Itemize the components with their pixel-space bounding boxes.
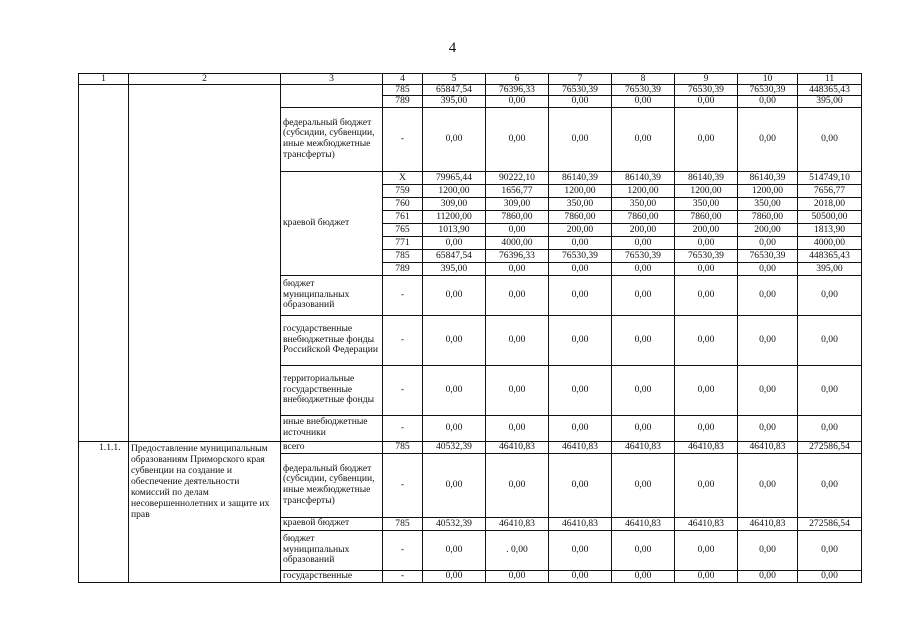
value-cell: 0,00 (798, 415, 862, 441)
source-label: территориальные государственные внебюджетные фонды (281, 365, 383, 415)
value-cell: 0,00 (549, 570, 612, 582)
header-row (79, 74, 862, 85)
value-cell: 395,00 (423, 96, 486, 107)
page-number: 4 (448, 40, 457, 56)
item-number: 1.1.1. (79, 441, 129, 582)
value-cell: 0,00 (549, 530, 612, 570)
value-cell: 785 (383, 85, 423, 96)
value-cell: 0,00 (612, 262, 675, 275)
value-cell: 0,00 (423, 365, 486, 415)
value-cell: 350,00 (738, 197, 798, 210)
source-label: краевой бюджет (281, 171, 383, 275)
value-cell: 0,00 (612, 107, 675, 171)
value-cell: 0,00 (675, 453, 738, 517)
value-cell: 0,00 (675, 236, 738, 249)
column-header: 7 (549, 74, 612, 85)
value-cell: 40532,39 (423, 517, 486, 530)
value-cell: 0,00 (798, 530, 862, 570)
value-cell: 0,00 (738, 107, 798, 171)
value-cell: 76396,33 (486, 249, 549, 262)
code-cell: - (383, 275, 423, 315)
value-cell: 771 (383, 236, 423, 249)
column-header: 4 (383, 74, 423, 85)
value-cell: 0,00 (675, 96, 738, 107)
value-cell: 0,00 (738, 315, 798, 365)
value-cell: 272586,54 (798, 441, 862, 453)
value-cell: 76396,33 (486, 85, 549, 96)
column-header: 1 (79, 74, 129, 85)
value-cell: 309,00 (486, 197, 549, 210)
value-cell: 309,00 (423, 197, 486, 210)
value-cell: 0,00 (549, 107, 612, 171)
source-label: бюджет муниципальных образований (281, 275, 383, 315)
column-header: 8 (612, 74, 675, 85)
value-cell: 0,00 (486, 415, 549, 441)
value-cell: 46410,83 (549, 441, 612, 453)
value-cell: 0,00 (423, 315, 486, 365)
value-cell: 272586,54 (798, 517, 862, 530)
value-cell: 0,00 (798, 570, 862, 582)
code-cell: 785 (383, 517, 423, 530)
value-cell: 46410,83 (612, 517, 675, 530)
value-cell: 0,00 (486, 570, 549, 582)
value-cell: 200,00 (738, 223, 798, 236)
value-cell: 0,00 (798, 315, 862, 365)
value-cell: 0,00 (738, 96, 798, 107)
value-cell: 1656,77 (486, 184, 549, 197)
value-cell: 0,00 (423, 236, 486, 249)
budget-table (78, 73, 862, 583)
column-header: 3 (281, 74, 383, 85)
value-cell: 1200,00 (549, 184, 612, 197)
value-cell: 76530,39 (549, 85, 612, 96)
value-cell: 0,00 (549, 415, 612, 441)
value-cell: 0,00 (549, 275, 612, 315)
value-cell: 0,00 (738, 453, 798, 517)
value-cell: 0,00 (612, 530, 675, 570)
value-cell: 0,00 (549, 365, 612, 415)
value-cell: 0,00 (612, 315, 675, 365)
code-cell: 785 (383, 441, 423, 453)
value-cell: 0,00 (612, 570, 675, 582)
value-cell: 200,00 (675, 223, 738, 236)
value-cell: 0,00 (423, 415, 486, 441)
table-row (79, 441, 862, 453)
value-cell: 11200,00 (423, 210, 486, 223)
value-cell: 0,00 (486, 223, 549, 236)
value-cell: 0,00 (549, 96, 612, 107)
value-cell: 50500,00 (798, 210, 862, 223)
value-cell: 395,00 (798, 96, 862, 107)
value-cell: 0,00 (486, 275, 549, 315)
source-label: краевой бюджет (281, 517, 383, 530)
value-cell: 789 (383, 96, 423, 107)
value-cell: 86140,39 (738, 171, 798, 184)
value-cell: 65847,54 (423, 249, 486, 262)
value-cell: 0,00 (675, 530, 738, 570)
code-cell: - (383, 453, 423, 517)
source-label: иные внебюджетные источники (281, 415, 383, 441)
value-cell: 76530,39 (549, 249, 612, 262)
value-cell: 350,00 (549, 197, 612, 210)
value-cell: 200,00 (612, 223, 675, 236)
item-name-cell (129, 85, 281, 441)
value-cell: 76530,39 (738, 85, 798, 96)
column-header: 5 (423, 74, 486, 85)
value-cell: 0,00 (738, 570, 798, 582)
value-cell: 789 (383, 262, 423, 275)
value-cell: 0,00 (738, 275, 798, 315)
value-cell: 0,00 (612, 453, 675, 517)
value-cell: 76530,39 (612, 85, 675, 96)
value-cell: 46410,83 (486, 517, 549, 530)
value-cell: 1200,00 (738, 184, 798, 197)
value-cell: 90222,10 (486, 171, 549, 184)
value-cell: 86140,39 (612, 171, 675, 184)
value-cell: 0,00 (675, 275, 738, 315)
source-label: бюджет муниципальных образований (281, 530, 383, 570)
value-cell: 7860,00 (738, 210, 798, 223)
value-cell: 76530,39 (675, 85, 738, 96)
code-cell: - (383, 365, 423, 415)
value-cell: 46410,83 (612, 441, 675, 453)
value-cell: 448365,43 (798, 85, 862, 96)
value-cell: 0,00 (486, 365, 549, 415)
value-cell: 514749,10 (798, 171, 862, 184)
table-row (79, 85, 862, 96)
value-cell: 0,00 (549, 262, 612, 275)
value-cell: 7860,00 (612, 210, 675, 223)
source-label: федеральный бюджет (субсидии, субвенции, иные межбюджетные трансферты) (281, 453, 383, 517)
value-cell: 0,00 (486, 453, 549, 517)
value-cell: 4000,00 (486, 236, 549, 249)
value-cell: 1200,00 (612, 184, 675, 197)
value-cell: 46410,83 (738, 517, 798, 530)
value-cell: 350,00 (612, 197, 675, 210)
source-label: всего (281, 441, 383, 453)
value-cell: 0,00 (423, 530, 486, 570)
source-label: федеральный бюджет (субсидии, субвенции, иные межбюджетные трансферты) (281, 107, 383, 171)
value-cell: 7860,00 (549, 210, 612, 223)
value-cell: 395,00 (798, 262, 862, 275)
value-cell: 395,00 (423, 262, 486, 275)
value-cell: 0,00 (675, 107, 738, 171)
value-cell: 200,00 (549, 223, 612, 236)
value-cell: 0,00 (798, 453, 862, 517)
value-cell: 0,00 (423, 107, 486, 171)
value-cell: 1813,90 (798, 223, 862, 236)
value-cell: 86140,39 (675, 171, 738, 184)
value-cell: X (383, 171, 423, 184)
value-cell: 765 (383, 223, 423, 236)
value-cell: 785 (383, 249, 423, 262)
value-cell: 76530,39 (675, 249, 738, 262)
value-cell: 0,00 (798, 107, 862, 171)
column-header: 10 (738, 74, 798, 85)
value-cell: 7860,00 (675, 210, 738, 223)
value-cell: 1200,00 (423, 184, 486, 197)
value-cell: 79965,44 (423, 171, 486, 184)
value-cell: 7656,77 (798, 184, 862, 197)
value-cell: 0,00 (738, 262, 798, 275)
value-cell: 0,00 (798, 365, 862, 415)
value-cell: 4000,00 (798, 236, 862, 249)
value-cell: 0,00 (549, 453, 612, 517)
code-cell: - (383, 530, 423, 570)
value-cell: 0,00 (798, 275, 862, 315)
value-cell: 761 (383, 210, 423, 223)
value-cell: 46410,83 (675, 441, 738, 453)
value-cell: 1200,00 (675, 184, 738, 197)
value-cell: 0,00 (675, 262, 738, 275)
column-header: 9 (675, 74, 738, 85)
value-cell: 0,00 (486, 315, 549, 365)
value-cell: . 0,00 (486, 530, 549, 570)
column-header: 2 (129, 74, 281, 85)
item-name: Предоставление муниципальным образованиям Приморского края субвенции на создание и обеспечение деятельности комиссий по делам несовершеннолетних и защите их прав (129, 441, 281, 582)
value-cell: 0,00 (423, 275, 486, 315)
value-cell: 0,00 (738, 236, 798, 249)
source-label: государственные (281, 570, 383, 582)
value-cell: 760 (383, 197, 423, 210)
value-cell: 0,00 (549, 236, 612, 249)
source-cell (281, 85, 383, 107)
value-cell: 0,00 (486, 107, 549, 171)
value-cell: 76530,39 (738, 249, 798, 262)
value-cell: 0,00 (738, 530, 798, 570)
value-cell: 0,00 (738, 415, 798, 441)
column-header: 11 (798, 74, 862, 85)
value-cell: 0,00 (486, 96, 549, 107)
source-label: государственные внебюджетные фонды Российской Федерации (281, 315, 383, 365)
value-cell: 0,00 (675, 365, 738, 415)
code-cell: - (383, 415, 423, 441)
value-cell: 2018,00 (798, 197, 862, 210)
value-cell: 0,00 (675, 415, 738, 441)
value-cell: 46410,83 (549, 517, 612, 530)
value-cell: 350,00 (675, 197, 738, 210)
value-cell: 0,00 (738, 365, 798, 415)
value-cell: 0,00 (612, 275, 675, 315)
value-cell: 76530,39 (612, 249, 675, 262)
value-cell: 40532,39 (423, 441, 486, 453)
value-cell: 1013,90 (423, 223, 486, 236)
value-cell: 759 (383, 184, 423, 197)
code-cell: - (383, 107, 423, 171)
value-cell: 46410,83 (486, 441, 549, 453)
value-cell: 0,00 (675, 315, 738, 365)
value-cell: 0,00 (612, 236, 675, 249)
value-cell: 0,00 (612, 96, 675, 107)
code-cell: - (383, 570, 423, 582)
value-cell: 0,00 (612, 365, 675, 415)
value-cell: 0,00 (612, 415, 675, 441)
value-cell: 46410,83 (738, 441, 798, 453)
value-cell: 0,00 (423, 570, 486, 582)
code-cell: - (383, 315, 423, 365)
value-cell: 46410,83 (675, 517, 738, 530)
value-cell: 0,00 (549, 315, 612, 365)
value-cell: 86140,39 (549, 171, 612, 184)
column-header: 6 (486, 74, 549, 85)
value-cell: 0,00 (675, 570, 738, 582)
value-cell: 0,00 (486, 262, 549, 275)
item-number-cell (79, 85, 129, 441)
value-cell: 0,00 (423, 453, 486, 517)
value-cell: 65847,54 (423, 85, 486, 96)
value-cell: 448365,43 (798, 249, 862, 262)
value-cell: 7860,00 (486, 210, 549, 223)
